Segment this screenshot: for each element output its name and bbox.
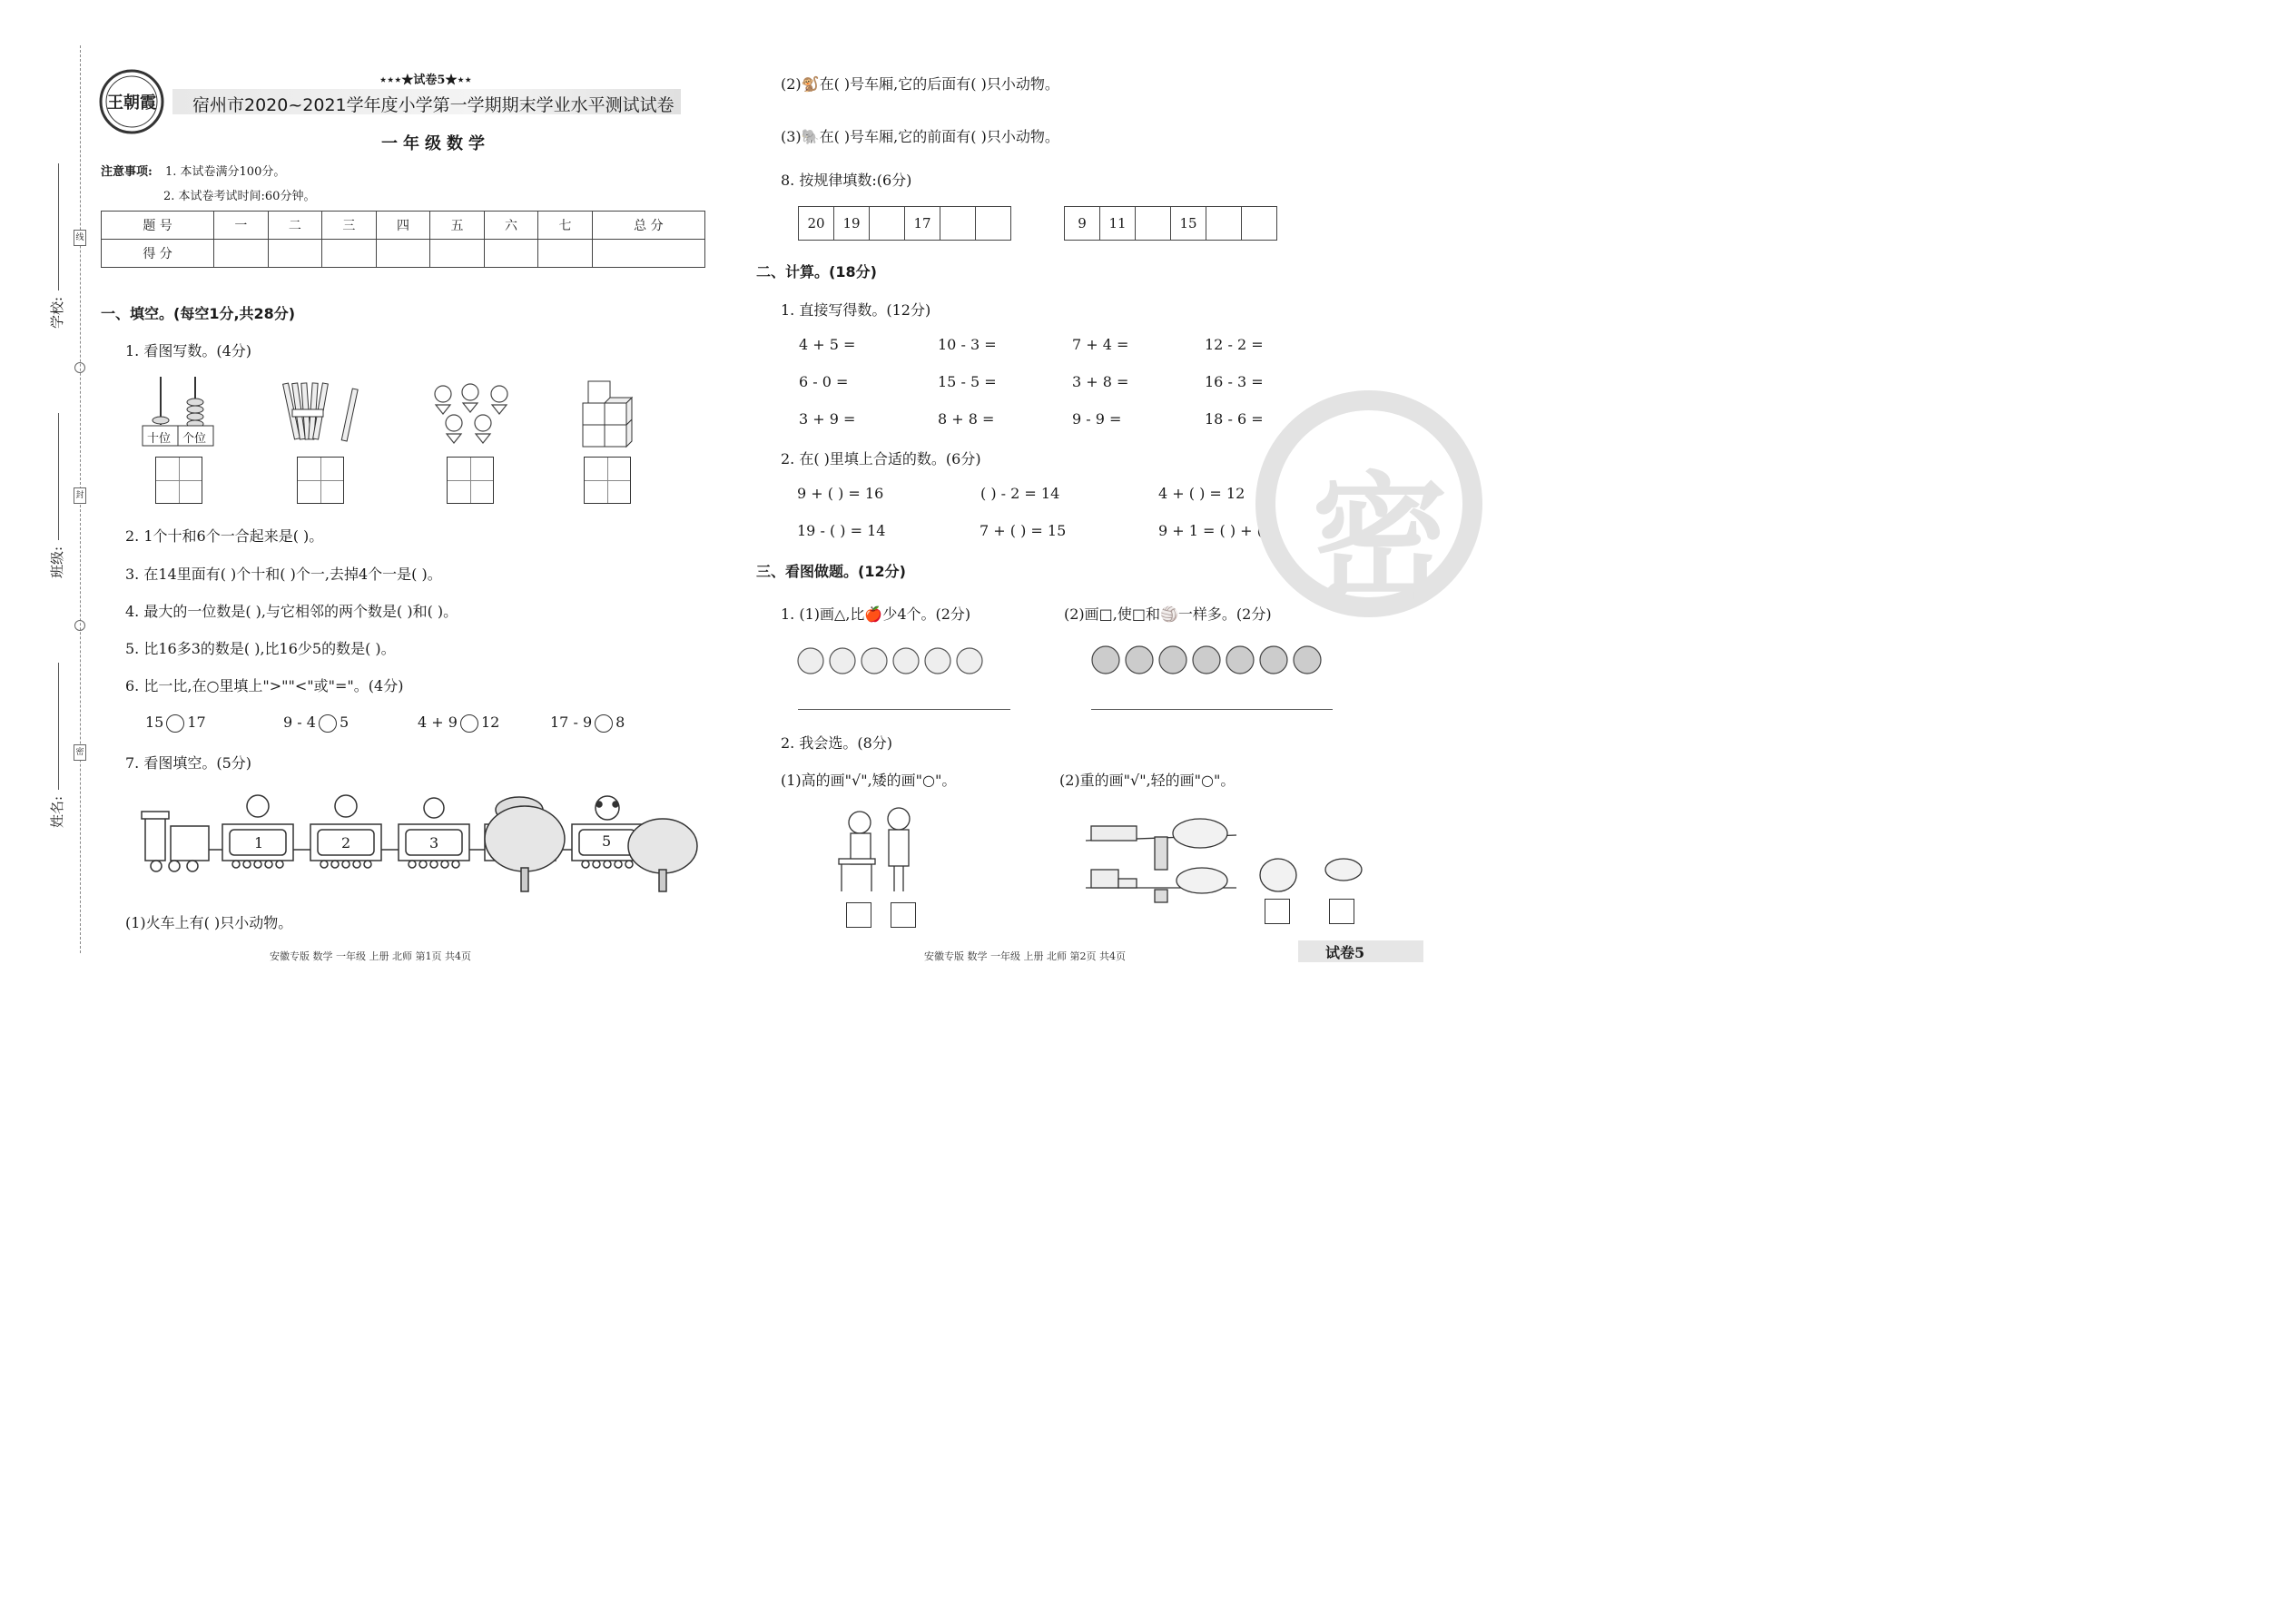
exam-subtitle: 一年级数学 — [381, 134, 490, 153]
score-blank[interactable] — [376, 240, 430, 268]
sequence-cell: 17 — [905, 207, 940, 241]
train-icon — [136, 788, 708, 895]
train-car-number: 5 — [602, 832, 612, 850]
stamp-text: 密 — [1312, 460, 1449, 618]
name-label: 姓名: — [49, 795, 65, 828]
balance-scale-icon — [1082, 804, 1364, 904]
exam-title: 宿州市2020~2021学年度小学第一学期期末学业水平测试试卷 — [192, 95, 674, 115]
footer-tag: 试卷5 — [1325, 944, 1365, 961]
q5-text: 5. 比16多3的数是( ),比16少5的数是( )。 — [125, 640, 396, 657]
sequence-cell: 20 — [799, 207, 834, 241]
calc-item: 10 - 3 = — [938, 336, 997, 353]
score-cell: 得 分 — [102, 240, 214, 268]
binding-dot — [74, 620, 85, 631]
answer-grid[interactable] — [447, 457, 494, 504]
calc-item: 7 + 4 = — [1072, 336, 1129, 353]
fill-item: 19 - ( ) = 14 — [797, 522, 886, 539]
fill-item: 9 + ( ) = 16 — [797, 485, 884, 502]
score-cell: 二 — [268, 212, 322, 240]
draw-q1b-text: (2)画□,使□和🏐一样多。(2分) — [1064, 605, 1272, 623]
train-car-number: 1 — [254, 834, 264, 851]
clown-group-icon — [427, 379, 517, 448]
score-blank[interactable] — [538, 240, 593, 268]
compare-right: 5 — [339, 714, 350, 731]
sequence-cell: 9 — [1065, 207, 1100, 241]
score-cell: 一 — [214, 212, 269, 240]
calc-item: 12 - 2 = — [1205, 336, 1264, 353]
score-cell: 六 — [484, 212, 538, 240]
balls-picture — [1089, 645, 1327, 675]
compare-left: 4 + 9 — [418, 714, 458, 731]
compare-left: 9 - 4 — [283, 714, 316, 731]
answer-box[interactable] — [1265, 899, 1290, 924]
train-car-number: 2 — [341, 834, 351, 851]
score-blank[interactable] — [214, 240, 269, 268]
footer-left: 安徽专版 数学 一年级 上册 北师 第1页 共4页 — [270, 950, 471, 962]
score-cell: 五 — [430, 212, 485, 240]
answer-line[interactable] — [1091, 709, 1333, 710]
q7-text: 7. 看图填空。(5分) — [125, 754, 252, 772]
compare-right: 12 — [480, 714, 500, 731]
answer-grid[interactable] — [584, 457, 631, 504]
section1-heading: 一、填空。(每空1分,共28分) — [101, 305, 296, 322]
sequence-2 — [1064, 206, 1277, 241]
clowns-picture — [427, 379, 517, 448]
choose-q2-text: 2. 我会选。(8分) — [781, 734, 893, 752]
compare-right: 8 — [615, 714, 625, 731]
binding-mark-seal: 封 — [74, 487, 86, 504]
logo-text: 王朝霞 — [107, 94, 156, 113]
binding-dot — [74, 362, 85, 373]
compare-item — [550, 714, 625, 733]
score-cell: 七 — [538, 212, 593, 240]
children-height-icon — [828, 806, 928, 897]
answer-grid[interactable] — [155, 457, 202, 504]
fill-item: 9 + 1 = ( ) + ( ) — [1158, 522, 1274, 539]
choose-q2b-text: (2)重的画"√",轻的画"○"。 — [1059, 772, 1236, 789]
children-picture — [828, 806, 928, 897]
train-car-number: 3 — [429, 834, 439, 851]
score-blank[interactable] — [322, 240, 377, 268]
draw-q1a-text: 1. (1)画△,比🍎少4个。(2分) — [781, 605, 971, 623]
sequence-blank[interactable] — [1206, 207, 1242, 241]
notes-line-1: 1. 本试卷满分100分。 — [165, 165, 286, 179]
compare-circle[interactable] — [166, 714, 184, 733]
fill-item: 7 + ( ) = 15 — [980, 522, 1067, 539]
calc-item: 8 + 8 = — [938, 410, 995, 428]
answer-grid[interactable] — [297, 457, 344, 504]
compare-item — [145, 714, 206, 733]
q2-text: 2. 1个十和6个一合起来是( )。 — [125, 527, 324, 545]
fill-item: ( ) - 2 = 14 — [980, 485, 1060, 502]
calc-item: 16 - 3 = — [1205, 373, 1264, 390]
sequence-blank[interactable] — [976, 207, 1011, 241]
choose-q2a-text: (1)高的画"√",矮的画"○"。 — [781, 772, 957, 789]
class-label: 班级: — [49, 546, 65, 578]
sequence-cell: 15 — [1171, 207, 1206, 241]
q7-2-text: (2)🐒在( )号车厢,它的后面有( )只小动物。 — [781, 75, 1059, 93]
calc-item: 3 + 9 = — [799, 410, 856, 428]
answer-line[interactable] — [798, 709, 1010, 710]
compare-circle[interactable] — [319, 714, 337, 733]
school-line — [58, 163, 59, 290]
tomatoes-picture — [795, 645, 995, 675]
calc-item: 9 - 9 = — [1072, 410, 1122, 428]
compare-item — [283, 714, 349, 733]
sequence-blank[interactable] — [940, 207, 976, 241]
section2-heading: 二、计算。(18分) — [756, 263, 877, 281]
score-blank[interactable] — [430, 240, 485, 268]
compare-circle[interactable] — [595, 714, 613, 733]
abacus-label-tens: 十位 — [147, 432, 172, 446]
sequence-blank[interactable] — [870, 207, 905, 241]
q8-text: 8. 按规律填数:(6分) — [781, 172, 912, 189]
cubes-stack-icon — [581, 378, 635, 448]
q7-3-text: (3)🐘在( )号车厢,它的前面有( )只小动物。 — [781, 128, 1059, 145]
school-label: 学校: — [49, 296, 65, 329]
compare-circle[interactable] — [460, 714, 478, 733]
binding-mark-secret: 密 — [74, 744, 86, 761]
notes-line-2: 2. 本试卷考试时间:60分钟。 — [163, 190, 316, 203]
calc-item: 6 - 0 = — [799, 373, 849, 390]
sticks-bundle-icon — [272, 379, 363, 448]
compare-item — [418, 714, 499, 733]
binding-mark-line: 线 — [74, 230, 86, 246]
answer-box[interactable] — [846, 902, 871, 928]
answer-box[interactable] — [1329, 899, 1354, 924]
calc-item: 15 - 5 = — [938, 373, 997, 390]
q6-text: 6. 比一比,在○里填上">""<"或"="。(4分) — [125, 677, 404, 694]
tomato-row-icon — [795, 645, 995, 675]
compare-left: 15 — [145, 714, 164, 731]
notes-label: 注意事项: — [101, 165, 153, 179]
sequence-blank[interactable] — [1242, 207, 1277, 241]
score-cell: 总 分 — [592, 212, 704, 240]
name-line — [58, 663, 59, 790]
score-blank[interactable] — [268, 240, 322, 268]
score-table — [101, 211, 705, 268]
secret-stamp — [1255, 390, 1482, 617]
score-cell: 题 号 — [102, 212, 214, 240]
volleyball-row-icon — [1089, 645, 1327, 675]
calc-q1-text: 1. 直接写得数。(12分) — [781, 301, 931, 319]
q3-text: 3. 在14里面有( )个十和( )个一,去掉4个一是( )。 — [125, 566, 442, 583]
calc-item: 3 + 8 = — [1072, 373, 1129, 390]
q1-text: 1. 看图写数。(4分) — [125, 342, 252, 359]
logo-seal — [95, 65, 168, 138]
fill-item: 4 + ( ) = 12 — [1158, 485, 1245, 502]
exam-badge: ⋆⋆⋆★试卷5★⋆⋆ — [379, 74, 472, 87]
section3-heading: 三、看图做题。(12分) — [756, 563, 906, 580]
score-cell: 四 — [376, 212, 430, 240]
compare-left: 17 - 9 — [550, 714, 593, 731]
score-blank[interactable] — [592, 240, 704, 268]
q7-1-text: (1)火车上有( )只小动物。 — [125, 914, 293, 931]
balance-picture — [1082, 804, 1364, 904]
calc-q2-text: 2. 在( )里填上合适的数。(6分) — [781, 450, 981, 468]
compare-right: 17 — [187, 714, 206, 731]
calc-item: 4 + 5 = — [799, 336, 856, 353]
score-table-header-row — [102, 212, 705, 240]
sticks-picture — [272, 379, 363, 448]
score-table-score-row — [102, 240, 705, 268]
sequence-1 — [798, 206, 1011, 241]
cubes-picture — [581, 378, 635, 448]
q4-text: 4. 最大的一位数是( ),与它相邻的两个数是( )和( )。 — [125, 603, 458, 620]
class-line — [58, 413, 59, 540]
footer-right: 安徽专版 数学 一年级 上册 北师 第2页 共4页 — [924, 950, 1126, 962]
answer-box[interactable] — [891, 902, 916, 928]
sequence-blank[interactable] — [1136, 207, 1171, 241]
abacus-label-ones: 个位 — [182, 432, 207, 446]
score-cell: 三 — [322, 212, 377, 240]
score-blank[interactable] — [484, 240, 538, 268]
logo-seal-icon — [95, 65, 168, 138]
calc-item: 18 - 6 = — [1205, 410, 1264, 428]
sequence-cell: 11 — [1100, 207, 1136, 241]
train-picture — [136, 788, 708, 895]
sequence-cell: 19 — [834, 207, 870, 241]
